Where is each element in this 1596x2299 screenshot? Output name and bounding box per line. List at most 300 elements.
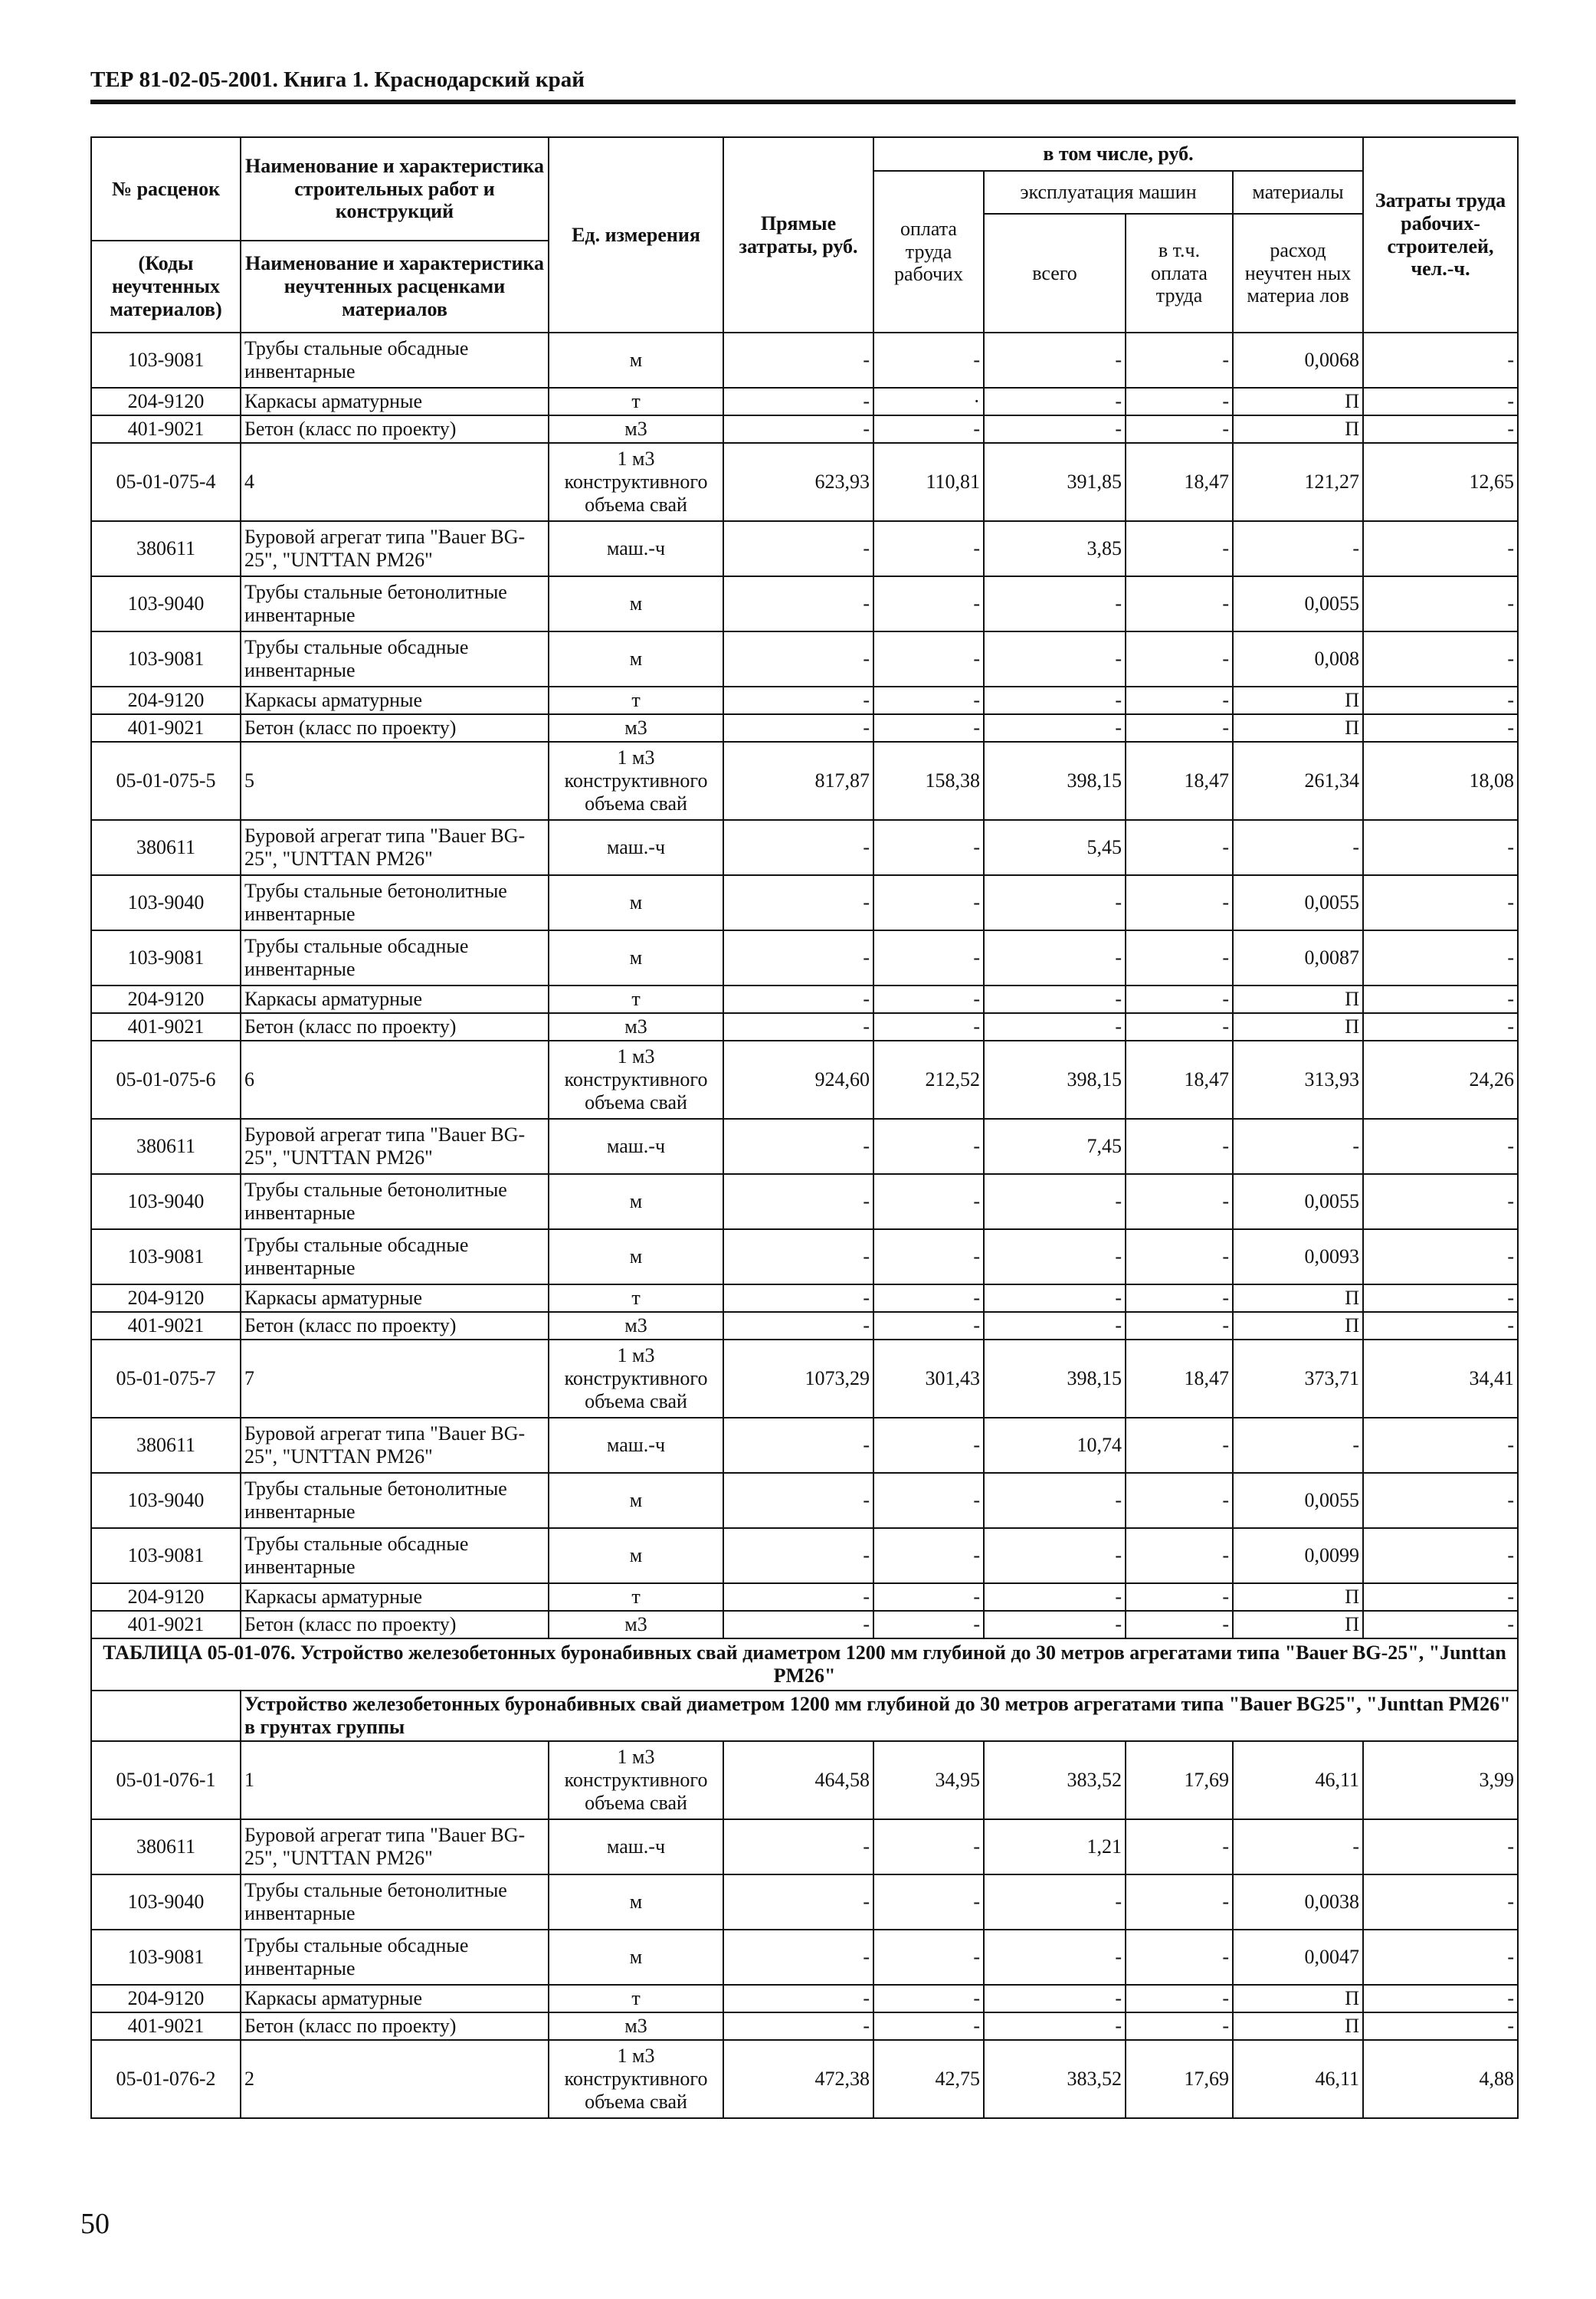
unit-cell: т <box>549 986 723 1013</box>
material-name: Бетон (класс по проекту) <box>241 1312 549 1340</box>
material-name: Трубы стальные бетонолитные инвентарные <box>241 1174 549 1229</box>
unit-cell: м <box>549 1174 723 1229</box>
unit-cell: м <box>549 1930 723 1985</box>
direct-cost-cell: - <box>723 1930 873 1985</box>
direct-cost-cell: - <box>723 1473 873 1528</box>
labor-cell: 4,88 <box>1363 2040 1518 2118</box>
labor-cell: - <box>1363 1119 1518 1174</box>
wages-cell: - <box>873 875 984 930</box>
direct-cost-cell: - <box>723 1312 873 1340</box>
header-including: в том числе, руб. <box>873 137 1363 171</box>
materials-cell: - <box>1233 1418 1363 1473</box>
material-row <box>91 1819 1518 1874</box>
material-code: 380611 <box>91 1119 241 1174</box>
material-name: Трубы стальные обсадные инвентарные <box>241 333 549 388</box>
machines-wages-cell: - <box>1126 631 1233 687</box>
rate-code: 05-01-075-7 <box>91 1340 241 1418</box>
rate-row <box>91 1340 1518 1418</box>
header-materials-consumption: расход неучтен ных материа лов <box>1233 214 1363 333</box>
machines-cell: - <box>984 1013 1126 1041</box>
machines-cell: 7,45 <box>984 1119 1126 1174</box>
labor-cell: 34,41 <box>1363 1340 1518 1418</box>
material-row <box>91 714 1518 742</box>
material-code: 103-9081 <box>91 1528 241 1583</box>
material-row <box>91 1930 1518 1985</box>
direct-cost-cell: - <box>723 333 873 388</box>
wages-cell: 110,81 <box>873 443 984 521</box>
wages-cell: - <box>873 1312 984 1340</box>
machines-wages-cell: - <box>1126 930 1233 986</box>
machines-cell: - <box>984 576 1126 631</box>
direct-cost-cell: - <box>723 1013 873 1041</box>
machines-wages-cell: - <box>1126 1284 1233 1312</box>
labor-cell: - <box>1363 388 1518 415</box>
machines-wages-cell: - <box>1126 1229 1233 1284</box>
material-row <box>91 1874 1518 1930</box>
material-code: 380611 <box>91 521 241 576</box>
material-code: 103-9040 <box>91 1874 241 1930</box>
direct-cost-cell: - <box>723 1874 873 1930</box>
machines-wages-cell: - <box>1126 1473 1233 1528</box>
materials-cell: 0,0047 <box>1233 1930 1363 1985</box>
labor-cell: - <box>1363 875 1518 930</box>
material-name: Бетон (класс по проекту) <box>241 1013 549 1041</box>
materials-cell: - <box>1233 1819 1363 1874</box>
direct-cost-cell: 472,38 <box>723 2040 873 2118</box>
labor-cell: - <box>1363 1930 1518 1985</box>
labor-cell: - <box>1363 1874 1518 1930</box>
unit-cell: м <box>549 1528 723 1583</box>
materials-cell: П <box>1233 1013 1363 1041</box>
machines-wages-cell: - <box>1126 333 1233 388</box>
material-name: Буровой агрегат типа "Bauer BG-25", "UNTTAN PM26" <box>241 1819 549 1874</box>
machines-cell: - <box>984 687 1126 714</box>
page-header: ТЕР 81-02-05-2001. Книга 1. Краснодарский край <box>90 67 585 92</box>
labor-cell: - <box>1363 333 1518 388</box>
material-name: Каркасы арматурные <box>241 388 549 415</box>
machines-wages-cell: - <box>1126 415 1233 443</box>
material-code: 204-9120 <box>91 1985 241 2012</box>
labor-cell: - <box>1363 1418 1518 1473</box>
materials-cell: П <box>1233 687 1363 714</box>
materials-cell: 121,27 <box>1233 443 1363 521</box>
direct-cost-cell: - <box>723 2012 873 2040</box>
wages-cell: - <box>873 631 984 687</box>
material-row <box>91 388 1518 415</box>
material-code: 204-9120 <box>91 1583 241 1611</box>
wages-cell: - <box>873 687 984 714</box>
material-row <box>91 1985 1518 2012</box>
machines-cell: - <box>984 1583 1126 1611</box>
machines-cell: 383,52 <box>984 1741 1126 1819</box>
direct-cost-cell: - <box>723 986 873 1013</box>
direct-cost-cell: 1073,29 <box>723 1340 873 1418</box>
labor-cell: 24,26 <box>1363 1041 1518 1119</box>
machines-wages-cell: 18,47 <box>1126 1041 1233 1119</box>
materials-cell: 0,0055 <box>1233 576 1363 631</box>
material-name: Трубы стальные обсадные инвентарные <box>241 1229 549 1284</box>
wages-cell: - <box>873 1418 984 1473</box>
machines-wages-cell: - <box>1126 388 1233 415</box>
machines-cell: - <box>984 1985 1126 2012</box>
material-code: 380611 <box>91 820 241 875</box>
labor-cell: - <box>1363 930 1518 986</box>
rate-code: 05-01-076-2 <box>91 2040 241 2118</box>
unit-cell: 1 м3 конструктивного объема свай <box>549 1741 723 1819</box>
labor-cell: - <box>1363 1013 1518 1041</box>
material-code: 401-9021 <box>91 2012 241 2040</box>
material-row <box>91 930 1518 986</box>
unit-cell: т <box>549 1284 723 1312</box>
machines-wages-cell: - <box>1126 1013 1233 1041</box>
machines-wages-cell: - <box>1126 1312 1233 1340</box>
material-name: Трубы стальные обсадные инвентарные <box>241 1528 549 1583</box>
materials-cell: П <box>1233 1985 1363 2012</box>
material-name: Каркасы арматурные <box>241 1985 549 2012</box>
wages-cell: - <box>873 986 984 1013</box>
material-row <box>91 1013 1518 1041</box>
material-row <box>91 1418 1518 1473</box>
machines-cell: - <box>984 1874 1126 1930</box>
direct-cost-cell: - <box>723 1284 873 1312</box>
labor-cell: - <box>1363 1284 1518 1312</box>
rates-table <box>90 136 1519 2119</box>
materials-cell: 46,11 <box>1233 2040 1363 2118</box>
unit-cell: м <box>549 1229 723 1284</box>
machines-cell: - <box>984 1528 1126 1583</box>
materials-cell: П <box>1233 2012 1363 2040</box>
materials-cell: - <box>1233 820 1363 875</box>
labor-cell: - <box>1363 2012 1518 2040</box>
machines-cell: - <box>984 631 1126 687</box>
machines-wages-cell: - <box>1126 1819 1233 1874</box>
machines-cell: 398,15 <box>984 1340 1126 1418</box>
machines-cell: - <box>984 415 1126 443</box>
direct-cost-cell: - <box>723 1174 873 1229</box>
direct-cost-cell: - <box>723 1583 873 1611</box>
wages-cell: - <box>873 2012 984 2040</box>
header-machines-total: всего <box>984 214 1126 333</box>
labor-cell: - <box>1363 1611 1518 1638</box>
machines-cell: - <box>984 714 1126 742</box>
material-code: 204-9120 <box>91 687 241 714</box>
material-code: 103-9081 <box>91 631 241 687</box>
header-machines-wages: в т.ч. оплата труда <box>1126 214 1233 333</box>
material-name: Буровой агрегат типа "Bauer BG-25", "UNTTAN PM26" <box>241 1119 549 1174</box>
unit-cell: м3 <box>549 714 723 742</box>
material-row <box>91 1583 1518 1611</box>
material-code: 103-9040 <box>91 875 241 930</box>
unit-cell: маш.-ч <box>549 1119 723 1174</box>
rate-name: 2 <box>241 2040 549 2118</box>
labor-cell: - <box>1363 687 1518 714</box>
unit-cell: 1 м3 конструктивного объема свай <box>549 2040 723 2118</box>
material-name: Трубы стальные обсадные инвентарные <box>241 930 549 986</box>
wages-cell: 42,75 <box>873 2040 984 2118</box>
material-row <box>91 2012 1518 2040</box>
materials-cell: 0,0068 <box>1233 333 1363 388</box>
material-name: Каркасы арматурные <box>241 1583 549 1611</box>
machines-cell: - <box>984 1229 1126 1284</box>
material-code: 380611 <box>91 1819 241 1874</box>
direct-cost-cell: - <box>723 930 873 986</box>
labor-cell: 18,08 <box>1363 742 1518 820</box>
table-caption-row <box>91 1638 1518 1691</box>
direct-cost-cell: - <box>723 1119 873 1174</box>
machines-wages-cell: - <box>1126 1930 1233 1985</box>
direct-cost-cell: 817,87 <box>723 742 873 820</box>
machines-wages-cell: - <box>1126 875 1233 930</box>
materials-cell: 0,0038 <box>1233 1874 1363 1930</box>
machines-cell: 1,21 <box>984 1819 1126 1874</box>
machines-cell: - <box>984 1174 1126 1229</box>
labor-cell: - <box>1363 714 1518 742</box>
direct-cost-cell: - <box>723 875 873 930</box>
material-name: Трубы стальные бетонолитные инвентарные <box>241 576 549 631</box>
unit-cell: м3 <box>549 1611 723 1638</box>
materials-cell: П <box>1233 1583 1363 1611</box>
header-unit: Ед. измерения <box>549 137 723 333</box>
material-row <box>91 1284 1518 1312</box>
material-name: Бетон (класс по проекту) <box>241 415 549 443</box>
materials-cell: П <box>1233 986 1363 1013</box>
header-labor: Затраты труда рабочих-строителей, чел.-ч. <box>1363 137 1518 333</box>
direct-cost-cell: - <box>723 415 873 443</box>
material-code: 204-9120 <box>91 388 241 415</box>
material-name: Буровой агрегат типа "Bauer BG-25", "UNTTAN PM26" <box>241 521 549 576</box>
subsection-empty-cell <box>91 1691 241 1741</box>
material-code: 401-9021 <box>91 1312 241 1340</box>
machines-cell: - <box>984 1312 1126 1340</box>
header-name-top: Наименование и характеристика строительных работ и конструкций <box>241 137 549 241</box>
wages-cell: · <box>873 388 984 415</box>
material-row <box>91 1312 1518 1340</box>
machines-wages-cell: 18,47 <box>1126 443 1233 521</box>
labor-cell: - <box>1363 1174 1518 1229</box>
labor-cell: - <box>1363 631 1518 687</box>
direct-cost-cell: - <box>723 1528 873 1583</box>
unit-cell: м <box>549 333 723 388</box>
machines-cell: - <box>984 1284 1126 1312</box>
rate-code: 05-01-075-6 <box>91 1041 241 1119</box>
machines-cell: - <box>984 875 1126 930</box>
material-row <box>91 687 1518 714</box>
material-code: 401-9021 <box>91 415 241 443</box>
unit-cell: м3 <box>549 415 723 443</box>
unit-cell: м3 <box>549 2012 723 2040</box>
direct-cost-cell: - <box>723 631 873 687</box>
machines-cell: - <box>984 1930 1126 1985</box>
wages-cell: - <box>873 1174 984 1229</box>
materials-cell: 313,93 <box>1233 1041 1363 1119</box>
machines-cell: - <box>984 986 1126 1013</box>
machines-wages-cell: - <box>1126 714 1233 742</box>
machines-cell: 398,15 <box>984 1041 1126 1119</box>
wages-cell: - <box>873 1611 984 1638</box>
material-code: 103-9081 <box>91 1229 241 1284</box>
unit-cell: м3 <box>549 1013 723 1041</box>
unit-cell: маш.-ч <box>549 521 723 576</box>
machines-cell: 5,45 <box>984 820 1126 875</box>
material-name: Буровой агрегат типа "Bauer BG-25", "UNTTAN PM26" <box>241 1418 549 1473</box>
header-wages: оплата труда рабочих <box>873 171 984 333</box>
unit-cell: 1 м3 конструктивного объема свай <box>549 1041 723 1119</box>
machines-cell: - <box>984 1473 1126 1528</box>
machines-wages-cell: - <box>1126 2012 1233 2040</box>
machines-cell: - <box>984 930 1126 986</box>
unit-cell: маш.-ч <box>549 820 723 875</box>
header-rule <box>90 100 1516 104</box>
materials-cell: П <box>1233 714 1363 742</box>
materials-cell: П <box>1233 1611 1363 1638</box>
direct-cost-cell: - <box>723 687 873 714</box>
machines-cell: - <box>984 388 1126 415</box>
unit-cell: т <box>549 1583 723 1611</box>
material-row <box>91 521 1518 576</box>
rate-row <box>91 2040 1518 2118</box>
material-code: 103-9081 <box>91 1930 241 1985</box>
labor-cell: - <box>1363 521 1518 576</box>
labor-cell: - <box>1363 1229 1518 1284</box>
material-name: Бетон (класс по проекту) <box>241 714 549 742</box>
wages-cell: - <box>873 521 984 576</box>
material-code: 103-9040 <box>91 1473 241 1528</box>
labor-cell: - <box>1363 415 1518 443</box>
wages-cell: 158,38 <box>873 742 984 820</box>
wages-cell: - <box>873 1985 984 2012</box>
labor-cell: - <box>1363 986 1518 1013</box>
direct-cost-cell: 924,60 <box>723 1041 873 1119</box>
material-row <box>91 820 1518 875</box>
material-code: 103-9040 <box>91 576 241 631</box>
unit-cell: м <box>549 930 723 986</box>
labor-cell: - <box>1363 1473 1518 1528</box>
direct-cost-cell: - <box>723 521 873 576</box>
machines-wages-cell: - <box>1126 1528 1233 1583</box>
unit-cell: м <box>549 631 723 687</box>
material-row <box>91 631 1518 687</box>
rate-name: 7 <box>241 1340 549 1418</box>
materials-cell: 0,0099 <box>1233 1528 1363 1583</box>
wages-cell: 301,43 <box>873 1340 984 1418</box>
unit-cell: м3 <box>549 1312 723 1340</box>
wages-cell: - <box>873 1119 984 1174</box>
labor-cell: - <box>1363 1583 1518 1611</box>
wages-cell: - <box>873 1930 984 1985</box>
wages-cell: - <box>873 415 984 443</box>
direct-cost-cell: - <box>723 388 873 415</box>
table-caption: ТАБЛИЦА 05-01-076. Устройство железобетонных буронабивных свай диаметром 1200 мм глубиной до 30 метров агрегатами типа "Bauer BG-25", "Junttan PM26" <box>91 1638 1518 1691</box>
material-name: Бетон (класс по проекту) <box>241 1611 549 1638</box>
machines-cell: 3,85 <box>984 521 1126 576</box>
material-name: Трубы стальные обсадные инвентарные <box>241 631 549 687</box>
materials-cell: 373,71 <box>1233 1340 1363 1418</box>
machines-cell: 391,85 <box>984 443 1126 521</box>
direct-cost-cell: - <box>723 576 873 631</box>
machines-wages-cell: - <box>1126 521 1233 576</box>
material-code: 401-9021 <box>91 1013 241 1041</box>
rate-name: 5 <box>241 742 549 820</box>
labor-cell: - <box>1363 1312 1518 1340</box>
material-name: Трубы стальные бетонолитные инвентарные <box>241 1874 549 1930</box>
direct-cost-cell: 464,58 <box>723 1741 873 1819</box>
materials-cell: П <box>1233 415 1363 443</box>
machines-wages-cell: 18,47 <box>1126 742 1233 820</box>
material-row <box>91 333 1518 388</box>
materials-cell: П <box>1233 1284 1363 1312</box>
materials-cell: 0,008 <box>1233 631 1363 687</box>
wages-cell: - <box>873 1874 984 1930</box>
rate-name: 4 <box>241 443 549 521</box>
labor-cell: - <box>1363 820 1518 875</box>
unit-cell: 1 м3 конструктивного объема свай <box>549 1340 723 1418</box>
wages-cell: - <box>873 1583 984 1611</box>
material-code: 204-9120 <box>91 1284 241 1312</box>
wages-cell: - <box>873 930 984 986</box>
header-direct-costs: Прямые затраты, руб. <box>723 137 873 333</box>
material-name: Трубы стальные обсадные инвентарные <box>241 1930 549 1985</box>
material-row <box>91 415 1518 443</box>
material-name: Буровой агрегат типа "Bauer BG-25", "UNTTAN PM26" <box>241 820 549 875</box>
wages-cell: - <box>873 1473 984 1528</box>
header-name-bottom: Наименование и характеристика неучтенных расценками материалов <box>241 241 549 333</box>
labor-cell: 12,65 <box>1363 443 1518 521</box>
wages-cell: - <box>873 1819 984 1874</box>
header-materials: материалы <box>1233 171 1363 214</box>
material-code: 401-9021 <box>91 714 241 742</box>
machines-wages-cell: - <box>1126 1611 1233 1638</box>
direct-cost-cell: - <box>723 1418 873 1473</box>
header-machines: эксплуатация машин <box>984 171 1233 214</box>
machines-wages-cell: - <box>1126 1174 1233 1229</box>
material-code: 380611 <box>91 1418 241 1473</box>
unit-cell: т <box>549 1985 723 2012</box>
direct-cost-cell: - <box>723 1611 873 1638</box>
wages-cell: 212,52 <box>873 1041 984 1119</box>
unit-cell: 1 м3 конструктивного объема свай <box>549 443 723 521</box>
subsection-title: Устройство железобетонных буронабивных свай диаметром 1200 мм глубиной до 30 метров агрегатами типа "Bauer BG25", "Junttan PM26" в грунтах группы <box>241 1691 1518 1741</box>
materials-cell: 0,0093 <box>1233 1229 1363 1284</box>
wages-cell: 34,95 <box>873 1741 984 1819</box>
rate-row <box>91 443 1518 521</box>
wages-cell: - <box>873 1528 984 1583</box>
header-code-bottom: (Коды неучтенных материалов) <box>91 241 241 333</box>
material-row <box>91 986 1518 1013</box>
unit-cell: м <box>549 1874 723 1930</box>
material-row <box>91 1174 1518 1229</box>
machines-cell: - <box>984 1611 1126 1638</box>
unit-cell: м <box>549 576 723 631</box>
material-row <box>91 875 1518 930</box>
machines-wages-cell: - <box>1126 820 1233 875</box>
machines-wages-cell: - <box>1126 1418 1233 1473</box>
rate-code: 05-01-076-1 <box>91 1741 241 1819</box>
page-number: 50 <box>80 2208 110 2240</box>
rate-code: 05-01-075-4 <box>91 443 241 521</box>
direct-cost-cell: - <box>723 1819 873 1874</box>
direct-cost-cell: - <box>723 714 873 742</box>
machines-cell: - <box>984 2012 1126 2040</box>
material-name: Каркасы арматурные <box>241 687 549 714</box>
subsection-row <box>91 1691 1518 1741</box>
materials-cell: 0,0087 <box>1233 930 1363 986</box>
wages-cell: - <box>873 714 984 742</box>
materials-cell: 0,0055 <box>1233 1473 1363 1528</box>
material-code: 401-9021 <box>91 1611 241 1638</box>
materials-cell: П <box>1233 1312 1363 1340</box>
machines-wages-cell: - <box>1126 1119 1233 1174</box>
wages-cell: - <box>873 1013 984 1041</box>
